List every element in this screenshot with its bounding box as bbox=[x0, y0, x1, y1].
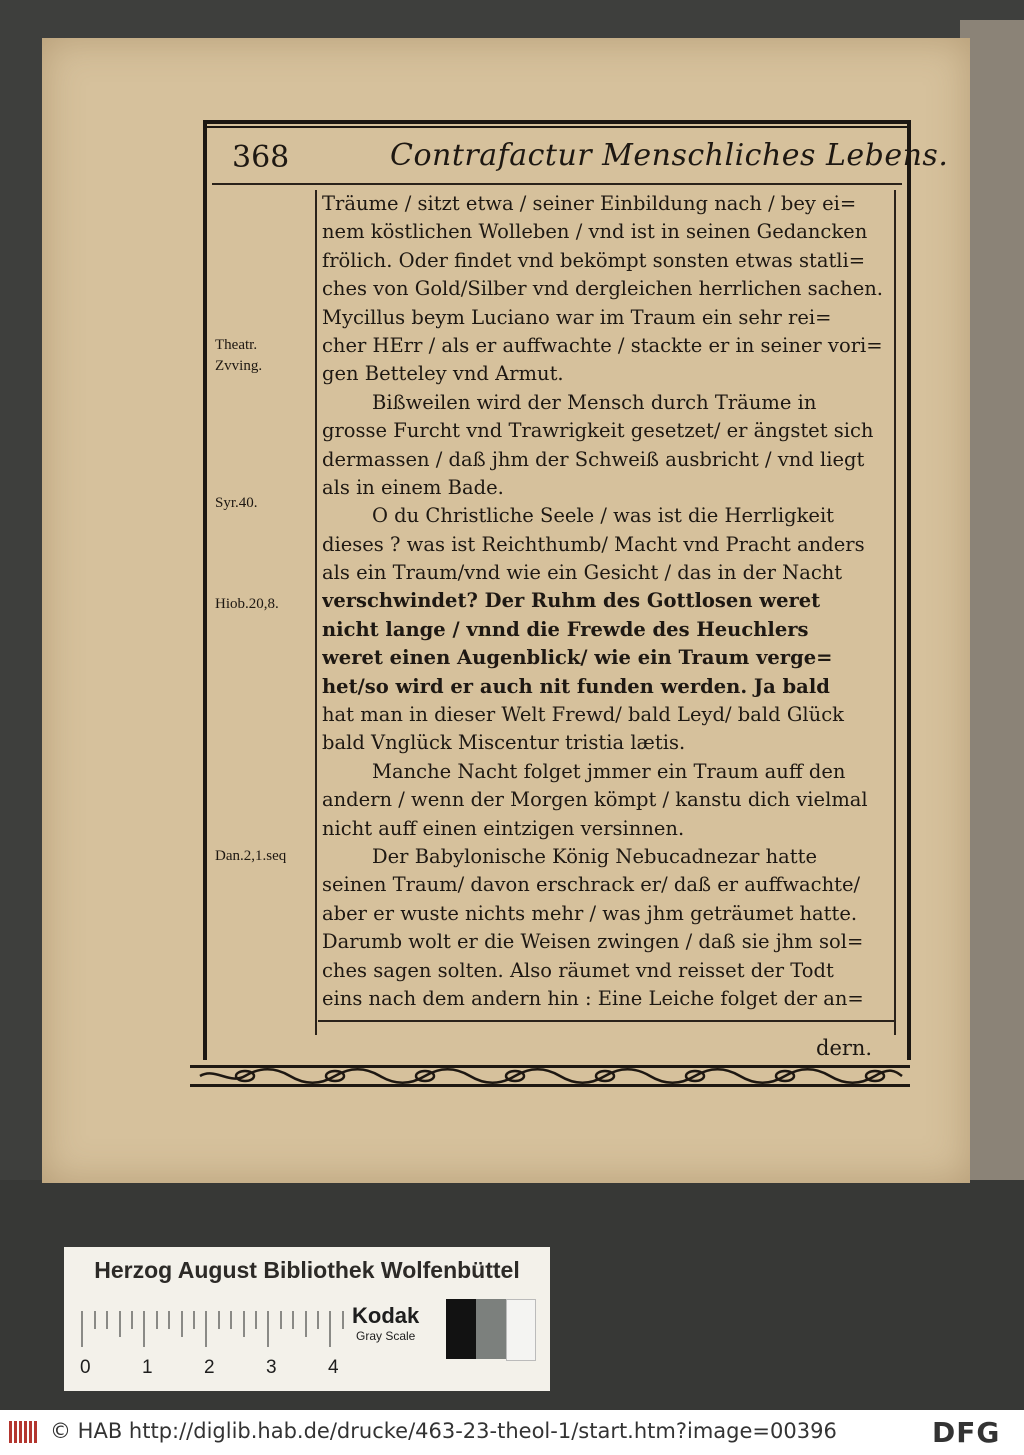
margin-note: Syr.40. bbox=[215, 495, 258, 511]
text-line: ches sagen solten. Also räumet vnd reisset der Todt bbox=[322, 958, 834, 982]
footer-bar bbox=[0, 1410, 1024, 1455]
dfg-logo: DFG bbox=[932, 1416, 1001, 1449]
catchword: dern. bbox=[816, 1036, 873, 1060]
text-line: andern / wenn der Morgen kömpt / kanstu dich vielmal bbox=[322, 788, 868, 812]
gray-scale-label: Gray Scale bbox=[356, 1329, 416, 1343]
frame-left-rule bbox=[203, 120, 207, 1060]
text-right-rule bbox=[894, 190, 896, 1035]
text-line: Der Babylonische König Nebucadnezar hatte bbox=[372, 844, 817, 868]
kodak-brand: Kodak bbox=[352, 1303, 420, 1328]
gray-swatch-black bbox=[446, 1299, 476, 1359]
text-line: nem köstlichen Wolleben / vnd ist in seinen Gedancken bbox=[322, 220, 868, 244]
text-line: Bißweilen wird der Mensch durch Träume in bbox=[372, 390, 817, 414]
ruler-tick-label: 2 bbox=[204, 1357, 215, 1378]
library-logo-icon bbox=[8, 1418, 38, 1446]
ruler-tick-label: 1 bbox=[142, 1357, 153, 1378]
running-head: Contrafactur Menschliches Lebens. bbox=[390, 138, 949, 173]
page-number: 368 bbox=[232, 140, 290, 175]
text-line: weret einen Augenblick/ wie ein Traum verge= bbox=[322, 646, 833, 670]
text-bottom-rule bbox=[318, 1020, 896, 1022]
text-line: dermassen / daß jhm der Schweiß ausbricht / vnd liegt bbox=[322, 447, 865, 471]
text-line: aber er wuste nichts mehr / was jhm geträumet hatte. bbox=[322, 901, 858, 925]
margin-note: Zvving. bbox=[215, 358, 263, 374]
margin-note: Theatr. bbox=[215, 337, 258, 353]
text-line: nicht lange / vnnd die Frewde des Heuchlers bbox=[322, 617, 809, 641]
text-line: Träume / sitzt etwa / seiner Einbildung nach / bey ei= bbox=[322, 192, 857, 215]
frame-right-rule bbox=[907, 120, 911, 1060]
text-line: als in einem Bade. bbox=[322, 475, 504, 499]
text-line: dieses ? was ist Reichthumb/ Macht vnd Pracht anders bbox=[322, 532, 865, 556]
header-rule bbox=[212, 183, 902, 185]
gray-swatch-white bbox=[506, 1299, 536, 1361]
text-line: als ein Traum/vnd wie ein Gesicht / das in der Nacht bbox=[322, 561, 843, 585]
library-label bbox=[64, 1247, 550, 1391]
text-line: ches von Gold/Silber vnd dergleichen herrlichen sachen. bbox=[322, 277, 883, 301]
text-line: bald Vnglück Miscentur tristia lætis. bbox=[322, 731, 686, 755]
text-line: Mycillus beym Luciano war im Traum ein sehr rei= bbox=[322, 305, 832, 329]
gray-swatch-mid bbox=[476, 1299, 506, 1359]
copyright-url[interactable]: © HAB http://diglib.hab.de/drucke/463-23-theol-1/start.htm?image=00396 bbox=[50, 1419, 837, 1443]
margin-column-rule bbox=[315, 190, 317, 1035]
text-line: frölich. Oder findet vnd bekömpt sonsten etwas statli= bbox=[322, 248, 866, 272]
text-line: eins nach dem andern hin : Eine Leiche folget der an= bbox=[322, 986, 864, 1010]
ruler-tick-label: 0 bbox=[80, 1357, 91, 1378]
ornamental-border bbox=[190, 1063, 910, 1089]
frame-top-rule bbox=[203, 120, 911, 124]
text-line: het/so wird er auch nit funden werden. Ja bald bbox=[322, 674, 830, 698]
text-line: Darumb wolt er die Weisen zwingen / daß sie jhm sol= bbox=[322, 930, 864, 954]
ruler-tick-label: 4 bbox=[328, 1357, 339, 1378]
body-text bbox=[322, 190, 892, 1013]
ruler-tick-label: 3 bbox=[266, 1357, 277, 1378]
margin-note: Dan.2,1.seq bbox=[215, 848, 287, 864]
text-line: grosse Furcht vnd Trawrigkeit gesetzet/ er ängstet sich bbox=[322, 419, 874, 443]
margin-note: Hiob.20,8. bbox=[215, 596, 279, 612]
text-line: O du Christliche Seele / was ist die Herrligkeit bbox=[372, 504, 835, 528]
text-line: cher HErr / als er auffwachte / stackte er in seiner vori= bbox=[322, 333, 883, 357]
library-name: Herzog August Bibliothek Wolfenbüttel bbox=[94, 1257, 520, 1283]
text-line: Manche Nacht folget jmmer ein Traum auff den bbox=[372, 759, 846, 783]
text-line: verschwindet? Der Ruhm des Gottlosen weret bbox=[322, 589, 821, 613]
text-line: seinen Traum/ davon erschrack er/ daß er auffwachte/ bbox=[322, 873, 861, 897]
text-line: gen Betteley vnd Armut. bbox=[322, 362, 564, 386]
text-line: hat man in dieser Welt Frewd/ bald Leyd/ bald Glück bbox=[322, 703, 844, 727]
frame-top-rule-thin bbox=[203, 126, 911, 128]
text-line: nicht auff einen eintzigen versinnen. bbox=[322, 816, 685, 840]
